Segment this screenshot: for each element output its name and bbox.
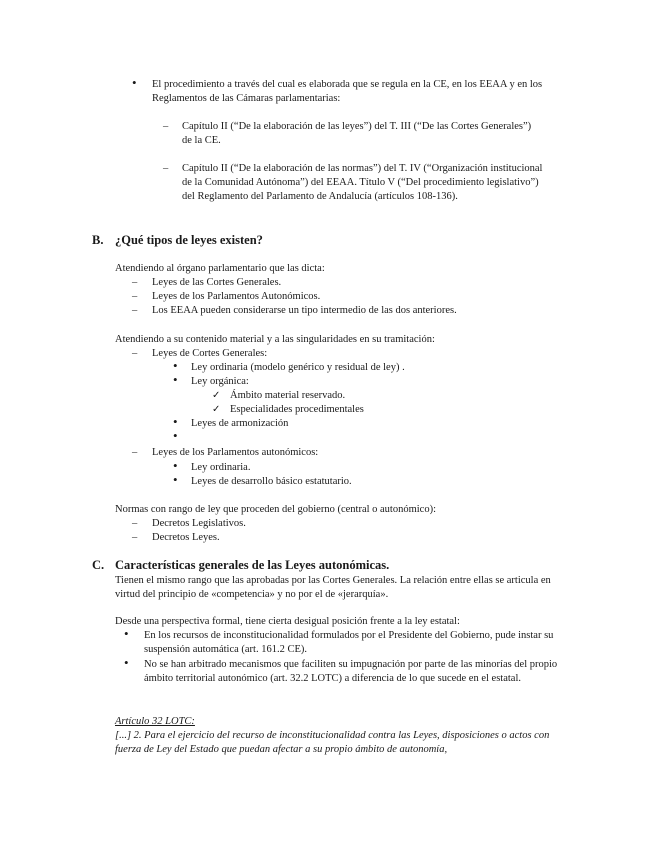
dash-marker	[132, 304, 137, 318]
list-item: Especialidades procedimentales	[230, 404, 364, 415]
bullet-marker	[173, 429, 178, 445]
sub-item-eeaa: Capítulo II (“De la elaboración de las normas”) del T. IV (“Organización institucional de la Comunidad Autónoma”) del EEAA. Título V (“Del procedimiento legislativo”) del Reglamento del Parlamento de Andalucía (artículos 108-136).	[182, 163, 543, 202]
dash-marker	[132, 531, 137, 545]
paragraph-rango: Tienen el mismo rango que las aprobadas por las Cortes Generales. La relación entre ellas se articula en virtud del principio de «competencia» y no por el de «jerarquía».	[115, 575, 551, 600]
bullet-marker	[173, 373, 178, 389]
list-item: Ley orgánica:	[191, 376, 249, 387]
list-item: Ley ordinaria.	[191, 462, 251, 473]
list-item: Ámbito material reservado.	[230, 390, 346, 401]
cortes-label: Leyes de Cortes Generales:	[152, 348, 268, 359]
intro-contenido: Atendiendo a su contenido material y a las singularidades en su tramitación:	[115, 334, 435, 345]
list-item: Leyes de los Parlamentos Autonómicos.	[152, 291, 321, 302]
bullet-marker	[124, 627, 129, 643]
list-item: En los recursos de inconstitucionalidad formulados por el Presidente del Gobierno, pude instar su suspensión automática (art. 161.2 CE).	[144, 630, 554, 655]
sub-item-ce: Capítulo II (“De la elaboración de las leyes”) del T. III (“De las Cortes Generales”) de la CE.	[182, 121, 532, 146]
section-b-letter: B.	[92, 233, 104, 247]
parlamentos-label: Leyes de los Parlamentos autonómicos:	[152, 447, 319, 458]
dash-marker	[132, 347, 137, 361]
bullet-marker	[132, 76, 137, 92]
intro-organo: Atendiendo al órgano parlamentario que las dicta:	[115, 263, 325, 274]
section-c-letter: C.	[92, 558, 105, 572]
article-heading: Artículo 32 LOTC:	[115, 716, 195, 727]
paragraph-posicion: Desde una perspectiva formal, tiene cierta desigual posición frente a la ley estatal:	[115, 616, 460, 627]
dash-marker	[163, 120, 168, 134]
list-item: Los EEAA pueden considerarse un tipo intermedio de las dos anteriores.	[152, 305, 457, 316]
bullet-marker	[124, 656, 129, 672]
dash-marker	[132, 517, 137, 531]
dash-marker	[132, 446, 137, 460]
list-item: Decretos Legislativos.	[152, 518, 246, 529]
dash-marker	[132, 276, 137, 290]
list-item: Leyes de armonización	[191, 418, 289, 429]
intro-gobierno: Normas con rango de ley que proceden del gobierno (central o autonómico):	[115, 504, 437, 515]
list-item: Decretos Leyes.	[152, 532, 220, 543]
bullet-procedimiento: El procedimiento a través del cual es elaborada que se regula en la CE, en los EEAA y en los Reglamentos de las Cámaras parlamentarias:	[152, 79, 543, 104]
section-b-title: ¿Qué tipos de leyes existen?	[115, 233, 263, 247]
dash-marker	[132, 290, 137, 304]
section-c-title: Características generales de las Leyes autonómicas.	[115, 558, 390, 572]
list-item: Ley ordinaria (modelo genérico y residual de ley) .	[191, 362, 405, 373]
list-item: No se han arbitrado mecanismos que faciliten su impugnación por parte de las minorías del propio ámbito territorial autonómico (art. 32.2 LOTC) a diferencia de lo que sucede en el estatal.	[144, 659, 558, 684]
bullet-marker	[173, 473, 178, 489]
check-icon	[212, 389, 220, 403]
article-quote: [...] 2. Para el ejercicio del recurso de inconstitucionalidad contra las Leyes, disposiciones o actos con fuerza de Ley del Estado que puedan afectar a su propio ámbito de autonomía,	[115, 730, 550, 755]
check-icon	[212, 403, 220, 417]
list-item: Leyes de desarrollo básico estatutario.	[191, 476, 352, 487]
list-item: Leyes de las Cortes Generales.	[152, 277, 282, 288]
dash-marker	[163, 162, 168, 176]
